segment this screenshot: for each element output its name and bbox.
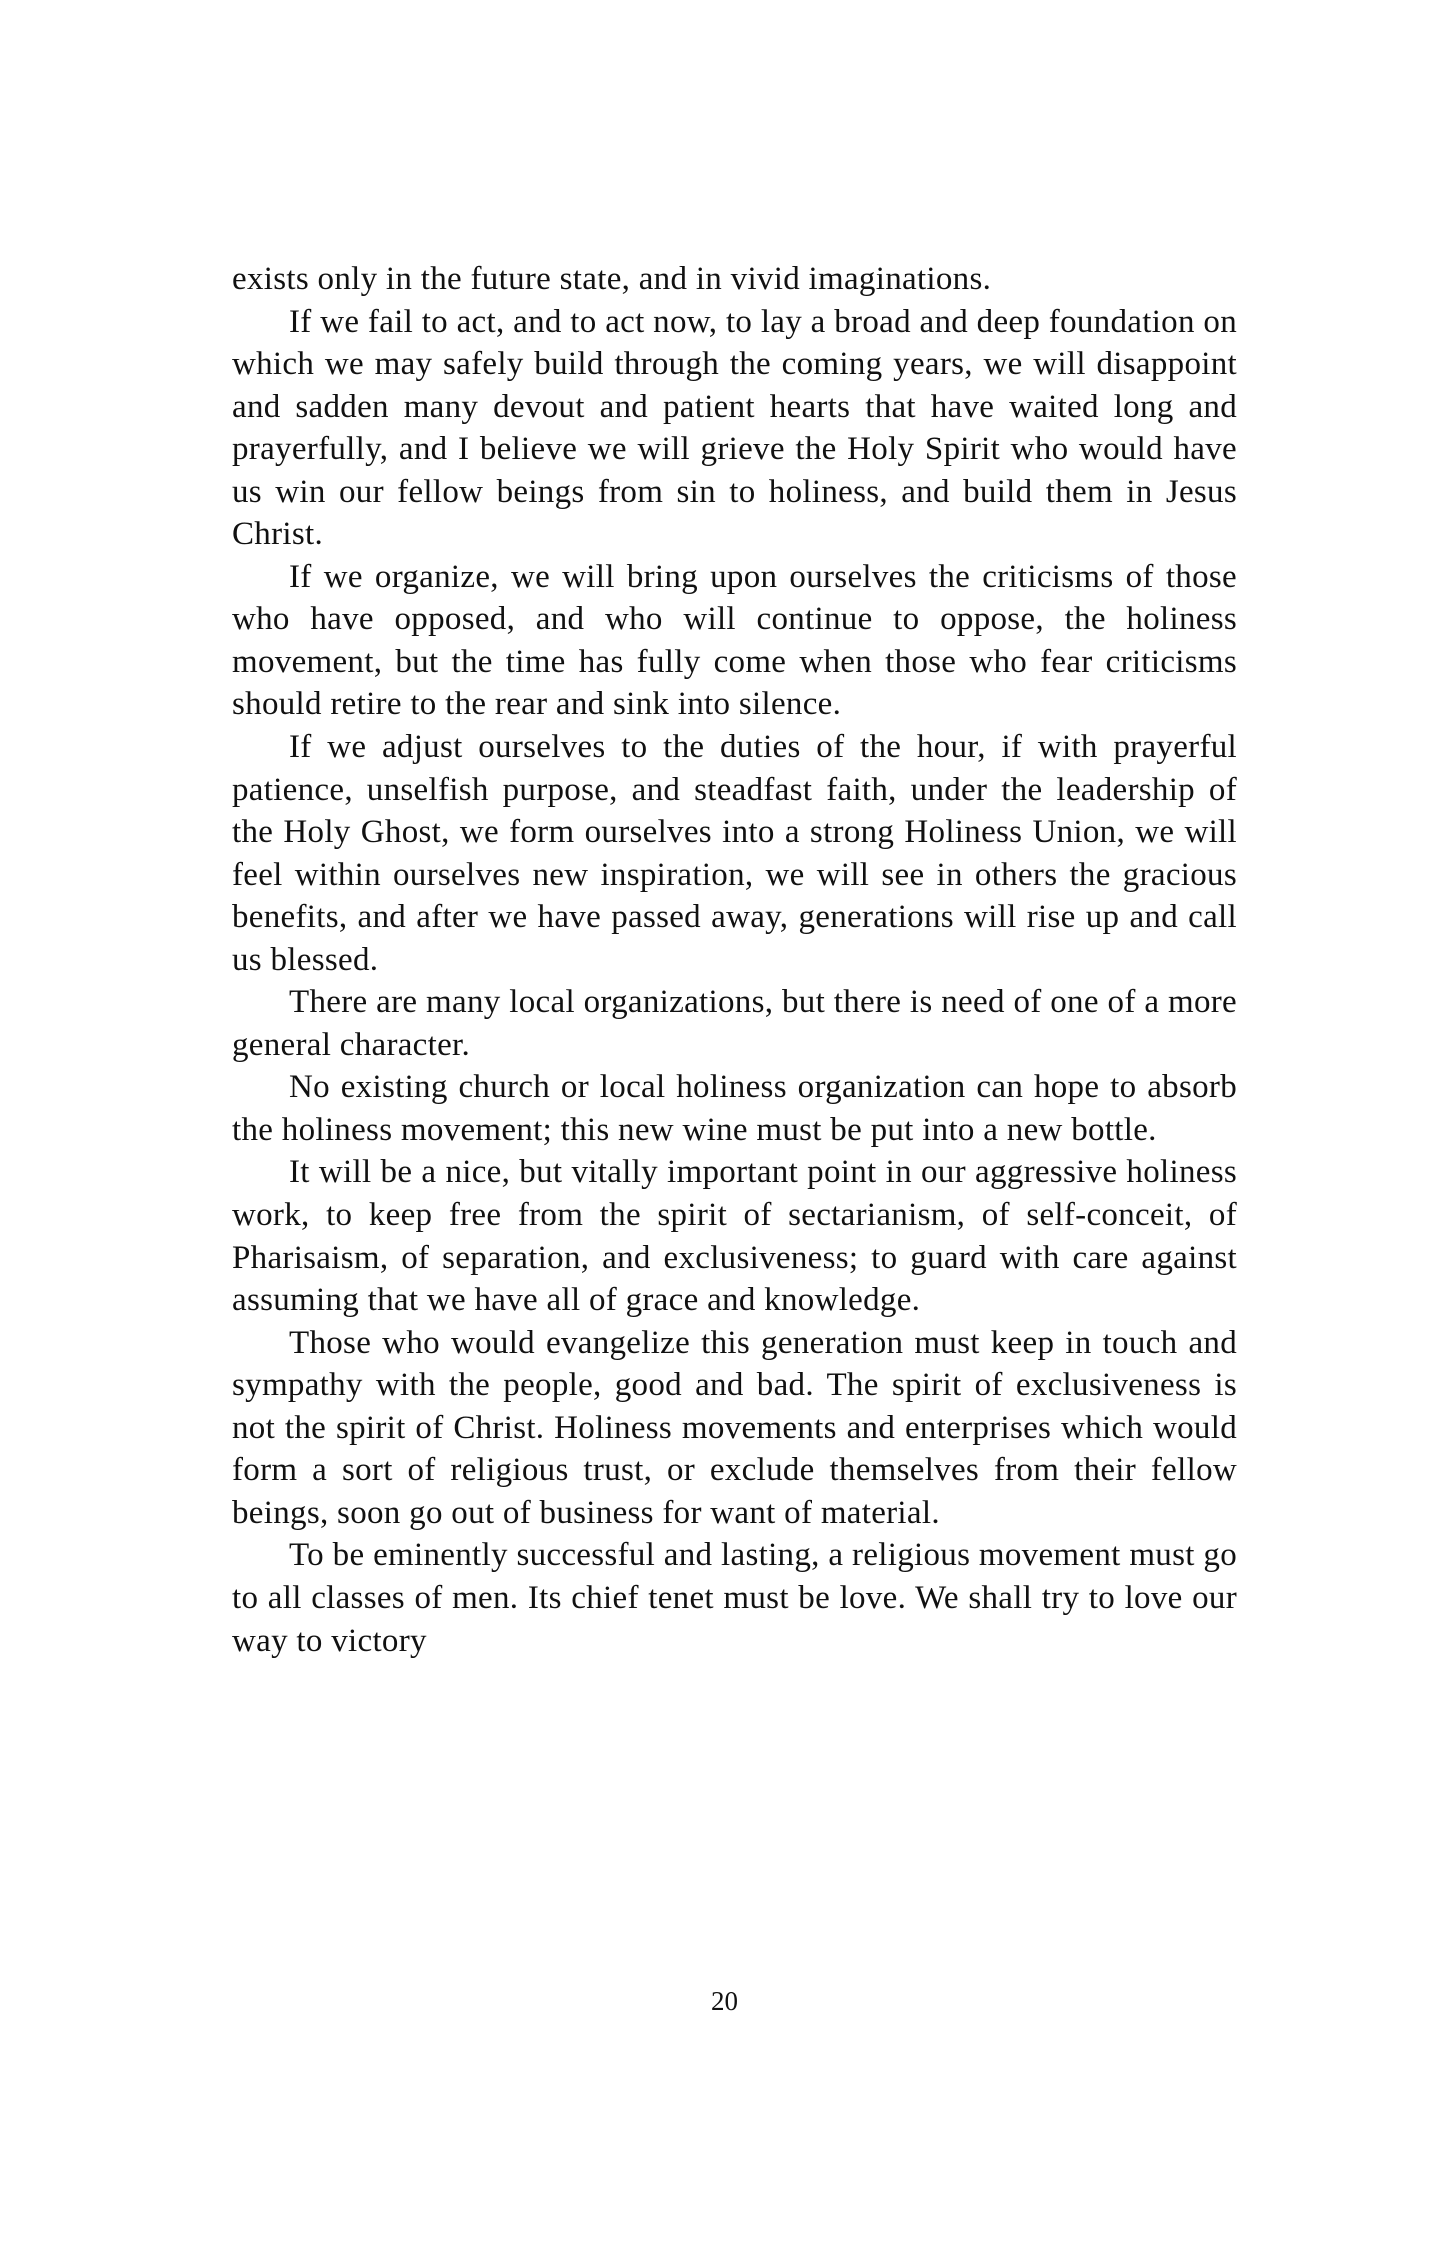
paragraph: If we adjust ourselves to the duties of the hour, if with prayerful patience, unselfish purpose, and steadfast faith, under the leadership of the Holy Ghost, we form ourselves into a strong Holiness Union, we will feel within ourselves new inspiration, we will see in others the gracious benefits, and after we have passed away, generations will rise up and call us blessed. xyxy=(232,729,1237,978)
paragraph: If we fail to act, and to act now, to lay a broad and deep foundation on which we may safely build through the coming years, we will disappoint and sadden many devout and patient hearts that have waited long and prayerfully, and I believe we will grieve the Holy Spirit who would have us win our fellow beings from sin to holiness, and build them in Jesus Christ. xyxy=(232,303,1237,553)
paragraph: Those who would evangelize this generation must keep in touch and sympathy with the people, good and bad. The spirit of exclusiveness is not the spirit of Christ. Holiness movements and enterprises which would form a sort of religious trust, or exclude themselves from their fellow beings, soon go out of business for want of material. xyxy=(232,1324,1237,1531)
page-number: 20 xyxy=(711,1986,738,2016)
body-text xyxy=(232,258,1237,1662)
paragraph-continuation: exists only in the future state, and in vivid imaginations. xyxy=(232,261,992,297)
paragraph: There are many local organizations, but there is need of one of a more general character. xyxy=(232,984,1237,1063)
paragraph: If we organize, we will bring upon ourselves the criticisms of those who have opposed, and who will continue to oppose, the holiness movement, but the time has fully come when those who fear criticisms should retire to the rear and sink into silence. xyxy=(232,558,1237,723)
paragraph: No existing church or local holiness organization can hope to absorb the holiness movement; this new wine must be put into a new bottle. xyxy=(232,1069,1237,1148)
paragraph: To be eminently successful and lasting, a religious movement must go to all classes of men. Its chief tenet must be love. We shall try to love our way to victory xyxy=(232,1537,1237,1659)
paragraph: It will be a nice, but vitally important point in our aggressive holiness work, to keep free from the spirit of sectarianism, of self-conceit, of Pharisaism, of separation, and exclusiveness; to guard with care against assuming that we have all of grace and knowledge. xyxy=(232,1154,1237,1319)
